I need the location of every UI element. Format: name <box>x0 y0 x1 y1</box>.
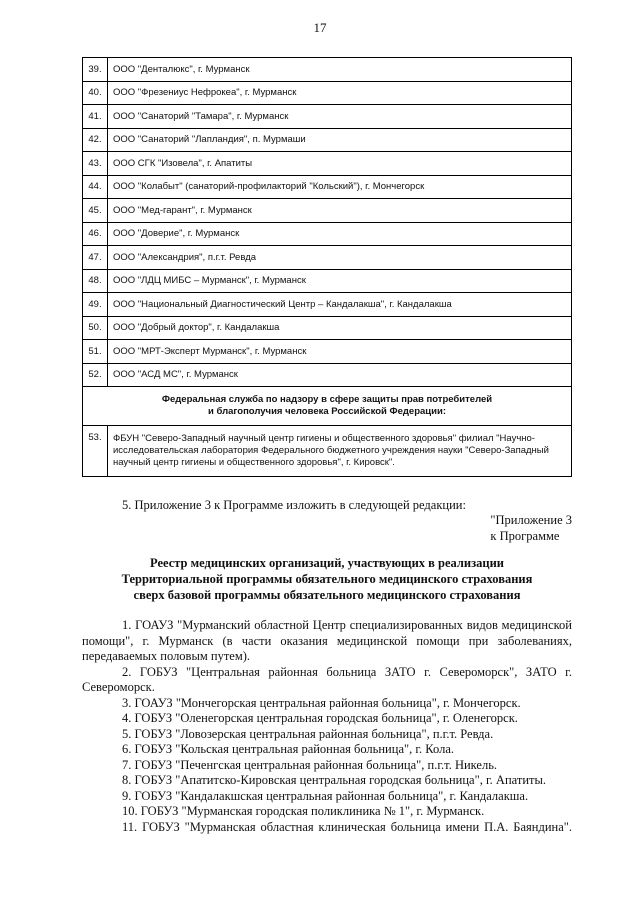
title-line: сверх базовой программы обязательного медицинского страхования <box>133 588 521 602</box>
section-header-cell <box>83 387 572 426</box>
attachment-line: "Приложение 3 <box>490 513 572 527</box>
list-item: 10. ГОБУЗ "Мурманская городская поликлиника № 1", г. Мурманск. <box>122 804 485 818</box>
list-item: 2. ГОБУЗ "Центральная районная больница ЗАТО г. Североморск", ЗАТО г. Североморск. <box>82 664 572 694</box>
table-row <box>83 293 572 317</box>
table-row <box>83 199 572 223</box>
list-item: 3. ГОАУЗ "Мончегорская центральная районная больница", г. Мончегорск. <box>122 695 521 710</box>
table-row <box>83 58 572 82</box>
row-number: 49. <box>83 293 108 317</box>
row-text: ООО "Санаторий "Лапландия", п. Мурмаши <box>108 128 572 152</box>
table-row <box>83 340 572 364</box>
row-text: ООО "Доверие", г. Мурманск <box>108 222 572 246</box>
list-item: 4. ГОБУЗ "Оленегорская центральная городская больница", г. Оленегорск. <box>122 711 518 725</box>
table-row <box>83 81 572 105</box>
row-number: 39. <box>83 58 108 82</box>
list-item: 6. ГОБУЗ "Кольская центральная районная больница", г. Кола. <box>122 742 455 756</box>
row-number: 42. <box>83 128 108 152</box>
row-text: ООО "Добрый доктор", г. Кандалакша <box>108 316 572 340</box>
row-number: 52. <box>83 363 108 387</box>
title-line: Территориальной программы обязательного медицинского страхования <box>121 572 533 586</box>
row-text: ООО "Национальный Диагностический Центр – Кандалакша", г. Кандалакша <box>108 293 572 317</box>
row-text: ООО "АСД МС", г. Мурманск <box>108 363 572 387</box>
table-row <box>83 105 572 129</box>
row-number: 45. <box>83 199 108 223</box>
list-item: 5. ГОБУЗ "Ловозерская центральная районная больница", п.г.т. Ревда. <box>122 726 494 741</box>
row-number: 53. <box>83 426 108 477</box>
attachment-note <box>490 513 572 544</box>
row-text: ООО "Санаторий "Тамара", г. Мурманск <box>108 105 572 129</box>
table-row <box>83 152 572 176</box>
table-row <box>83 316 572 340</box>
row-number: 48. <box>83 269 108 293</box>
title-line: Реестр медицинских организаций, участвующих в реализации <box>150 556 504 570</box>
list-item: 7. ГОБУЗ "Печенгская центральная районная больница", п.г.т. Никель. <box>122 757 498 772</box>
list-item: 1. ГОАУЗ "Мурманский областной Центр специализированных видов медицинской помощи", г. Мурманск (в части оказания медицинской помощи при заболеваниях, передаваемых половым путем). <box>82 618 572 663</box>
appendix-intro: 5. Приложение 3 к Программе изложить в следующей редакции: <box>122 498 466 512</box>
table-row <box>83 128 572 152</box>
registry-list <box>82 618 572 835</box>
row-number: 41. <box>83 105 108 129</box>
table-row <box>83 426 572 477</box>
table-section-header <box>83 387 572 426</box>
row-number: 43. <box>83 152 108 176</box>
row-text: ФБУН "Северо-Западный научный центр гигиены и общественного здоровья" филиал "Научно-исследовательская лаборатория Федерального бюджетного учреждения науки "Северо-Западный научный центр гигиены и общественного здоровья", г. Кировск". <box>108 426 572 477</box>
row-number: 44. <box>83 175 108 199</box>
table-row <box>83 246 572 270</box>
page-number: 17 <box>313 20 327 35</box>
table-row <box>83 363 572 387</box>
row-text: ООО "Фрезениус Нефрокеа", г. Мурманск <box>108 81 572 105</box>
list-item: 11. ГОБУЗ "Мурманская областная клиническая больница имени П.А. Баяндина". <box>122 819 572 834</box>
row-text: ООО СГК "Изовела", г. Апатиты <box>108 152 572 176</box>
row-text: ООО "Денталюкс", г. Мурманск <box>108 58 572 82</box>
table-row <box>83 222 572 246</box>
table-row <box>83 175 572 199</box>
section-header-line: Федеральная служба по надзору в сфере защиты прав потребителей <box>161 394 493 405</box>
registry-title <box>82 555 572 603</box>
registry-table <box>82 57 572 477</box>
list-item: 8. ГОБУЗ "Апатитско-Кировская центральная городская больница", г. Апатиты. <box>122 773 546 787</box>
row-number: 50. <box>83 316 108 340</box>
row-text: ООО "Колабыт" (санаторий-профилакторий "Кольский"), г. Мончегорск <box>108 175 572 199</box>
row-number: 46. <box>83 222 108 246</box>
list-item: 9. ГОБУЗ "Кандалакшская центральная районная больница", г. Кандалакша. <box>122 788 529 803</box>
section-header-line: и благополучия человека Российской Федерации: <box>208 406 446 417</box>
row-text: ООО "МРТ-Эксперт Мурманск", г. Мурманск <box>108 340 572 364</box>
row-text: ООО "ЛДЦ МИБС – Мурманск", г. Мурманск <box>108 269 572 293</box>
table-row <box>83 269 572 293</box>
row-number: 51. <box>83 340 108 364</box>
attachment-line: к Программе <box>490 528 560 543</box>
row-number: 40. <box>83 81 108 105</box>
row-text: ООО "Мед-гарант", г. Мурманск <box>108 199 572 223</box>
row-number: 47. <box>83 246 108 270</box>
row-text: ООО "Александрия", п.г.т. Ревда <box>108 246 572 270</box>
